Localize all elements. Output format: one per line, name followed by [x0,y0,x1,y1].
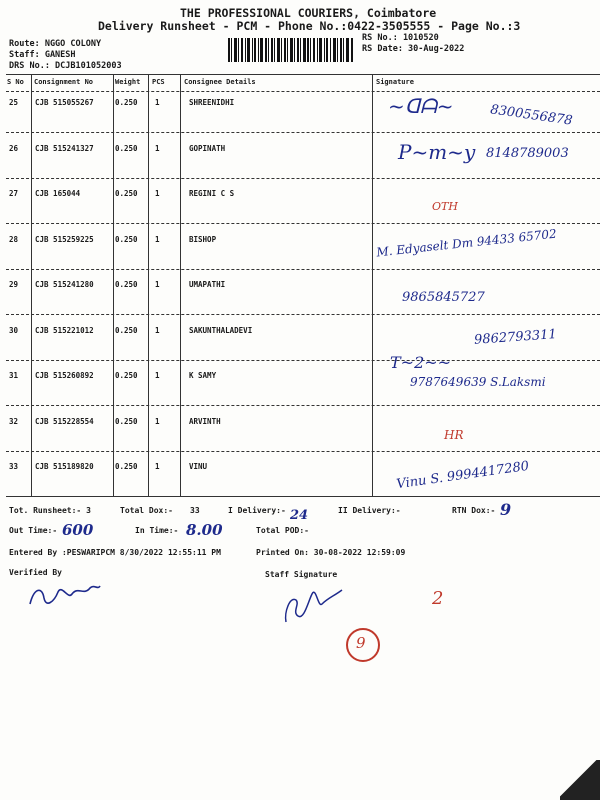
row-pcs: 1 [155,144,160,153]
col-header-consignment: Consignment No [34,78,94,86]
out-time-label: Out Time:- [9,526,58,535]
verified-by-label: Verified By [9,568,62,577]
row-consignment-no: CJB 165044 [35,189,81,198]
total-dox-label: Total Dox:- [120,506,173,515]
row-sno: 29 [9,280,19,289]
row-separator [6,132,600,133]
row-separator [6,178,600,179]
company-title: THE PROFESSIONAL COURIERS, Coimbatore [180,6,437,20]
in-time-label: In Time:- [135,526,179,535]
runsheet-subtitle: Delivery Runsheet - PCM - Phone No.:0422-3505555 - Page No.:3 [98,19,521,33]
scan-corner-shadow [560,760,600,800]
row-separator [6,360,600,361]
phone-handwritten: 9787649639 S.Laksmi [410,375,546,389]
row-weight: 0.250 [115,371,138,380]
staff-field: Staff: GANESH [9,50,76,60]
out-time-handwritten: 600 [62,521,94,539]
row-sno: 25 [9,98,19,107]
row-sno: 27 [9,189,19,198]
row-separator [6,314,600,315]
drs-number: DRS No.: DCJB101052003 [9,61,122,71]
row-weight: 0.250 [115,235,138,244]
ii-delivery-label: II Delivery:- [338,506,401,515]
signature-ink: P~m~y [398,140,476,164]
col-divider [31,74,32,496]
table-top-rule [6,74,600,75]
row-consignee: BISHOP [189,235,217,244]
phone-handwritten: 9865845727 [402,290,485,305]
row-weight: 0.250 [115,189,138,198]
col-divider [113,74,114,496]
staff-signature [278,582,348,628]
row-consignee: SHREENIDHI [189,98,235,107]
rtn-dox-label: RTN Dox:- [452,506,496,515]
col-header-weight: Weight [115,78,141,86]
rtn-dox-handwritten: 9 [500,500,512,519]
red-mark: 2 [432,588,444,609]
row-sno: 33 [9,462,19,471]
row-pcs: 1 [155,371,160,380]
row-consignee: REGINI C S [189,189,235,198]
row-consignee: GOPINATH [189,144,226,153]
row-consignment-no: CJB 515260892 [35,371,94,380]
barcode [228,38,354,62]
rs-date: RS Date: 30-Aug-2022 [362,44,465,54]
row-separator [6,223,600,224]
row-sno: 28 [9,235,19,244]
row-consignee: SAKUNTHALADEVI [189,326,253,335]
signature-ink: ~ᗡᗩ~ [388,94,454,118]
red-circle-stamp [346,628,380,662]
row-consignee: ARVINTH [189,417,221,426]
row-consignment-no: CJB 515228554 [35,417,94,426]
i-delivery-label: I Delivery:- [228,506,286,515]
col-divider [148,74,149,496]
table-header-rule [6,91,600,92]
i-delivery-handwritten: 24 [290,508,309,523]
row-pcs: 1 [155,98,160,107]
row-pcs: 1 [155,326,160,335]
row-pcs: 1 [155,280,160,289]
col-header-sno: S No [7,78,24,86]
total-pod-label: Total POD:- [256,526,309,535]
phone-handwritten: 9862793311 [473,327,558,348]
in-time-handwritten: 8.00 [186,521,223,539]
red-circle-number: 9 [356,634,366,652]
row-consignment-no: CJB 515221012 [35,326,94,335]
total-dox-value: 33 [190,506,200,515]
signature-handwritten: M. Edyaselt Dm 94433 65702 [375,226,558,260]
row-weight: 0.250 [115,144,138,153]
status-handwritten: OTH [432,200,458,213]
row-separator [6,269,600,270]
row-consignee: K SAMY [189,371,217,380]
row-weight: 0.250 [115,280,138,289]
row-consignment-no: CJB 515241327 [35,144,94,153]
col-header-signature: Signature [376,78,414,86]
row-sno: 30 [9,326,19,335]
verifier-signature [24,578,104,614]
row-weight: 0.250 [115,462,138,471]
row-sno: 32 [9,417,19,426]
signature-ink: T~2~~ [390,353,452,372]
tot-runsheet: Tot. Runsheet:- 3 [9,506,91,515]
col-header-pcs: PCS [152,78,165,86]
row-weight: 0.250 [115,326,138,335]
phone-handwritten: 8300556878 [489,102,574,129]
route-field: Route: NGGO COLONY [9,39,102,49]
printed-on: Printed On: 30-08-2022 12:59:09 [256,548,406,557]
signature-handwritten: Vinu S. 9994417280 [395,458,531,493]
col-header-consignee: Consignee Details [184,78,256,86]
row-weight: 0.250 [115,98,138,107]
row-separator [6,451,600,452]
phone-handwritten: 8148789003 [486,146,569,161]
table-bottom-rule [6,496,600,497]
row-separator [6,405,600,406]
col-divider [372,74,373,496]
row-weight: 0.250 [115,417,138,426]
entered-by: Entered By :PESWARIPCM 8/30/2022 12:55:11 PM [9,548,221,557]
row-consignment-no: CJB 515055267 [35,98,94,107]
rs-number: RS No.: 1010520 [362,33,439,43]
row-sno: 26 [9,144,19,153]
row-sno: 31 [9,371,19,380]
col-divider [180,74,181,496]
staff-signature-label: Staff Signature [265,570,338,579]
row-consignment-no: CJB 515241280 [35,280,94,289]
row-consignment-no: CJB 515259225 [35,235,94,244]
row-consignment-no: CJB 515189820 [35,462,94,471]
row-consignee: VINU [189,462,208,471]
row-pcs: 1 [155,417,160,426]
row-pcs: 1 [155,235,160,244]
row-pcs: 1 [155,189,160,198]
row-pcs: 1 [155,462,160,471]
row-consignee: UMAPATHI [189,280,226,289]
status-handwritten: HR [444,428,464,442]
